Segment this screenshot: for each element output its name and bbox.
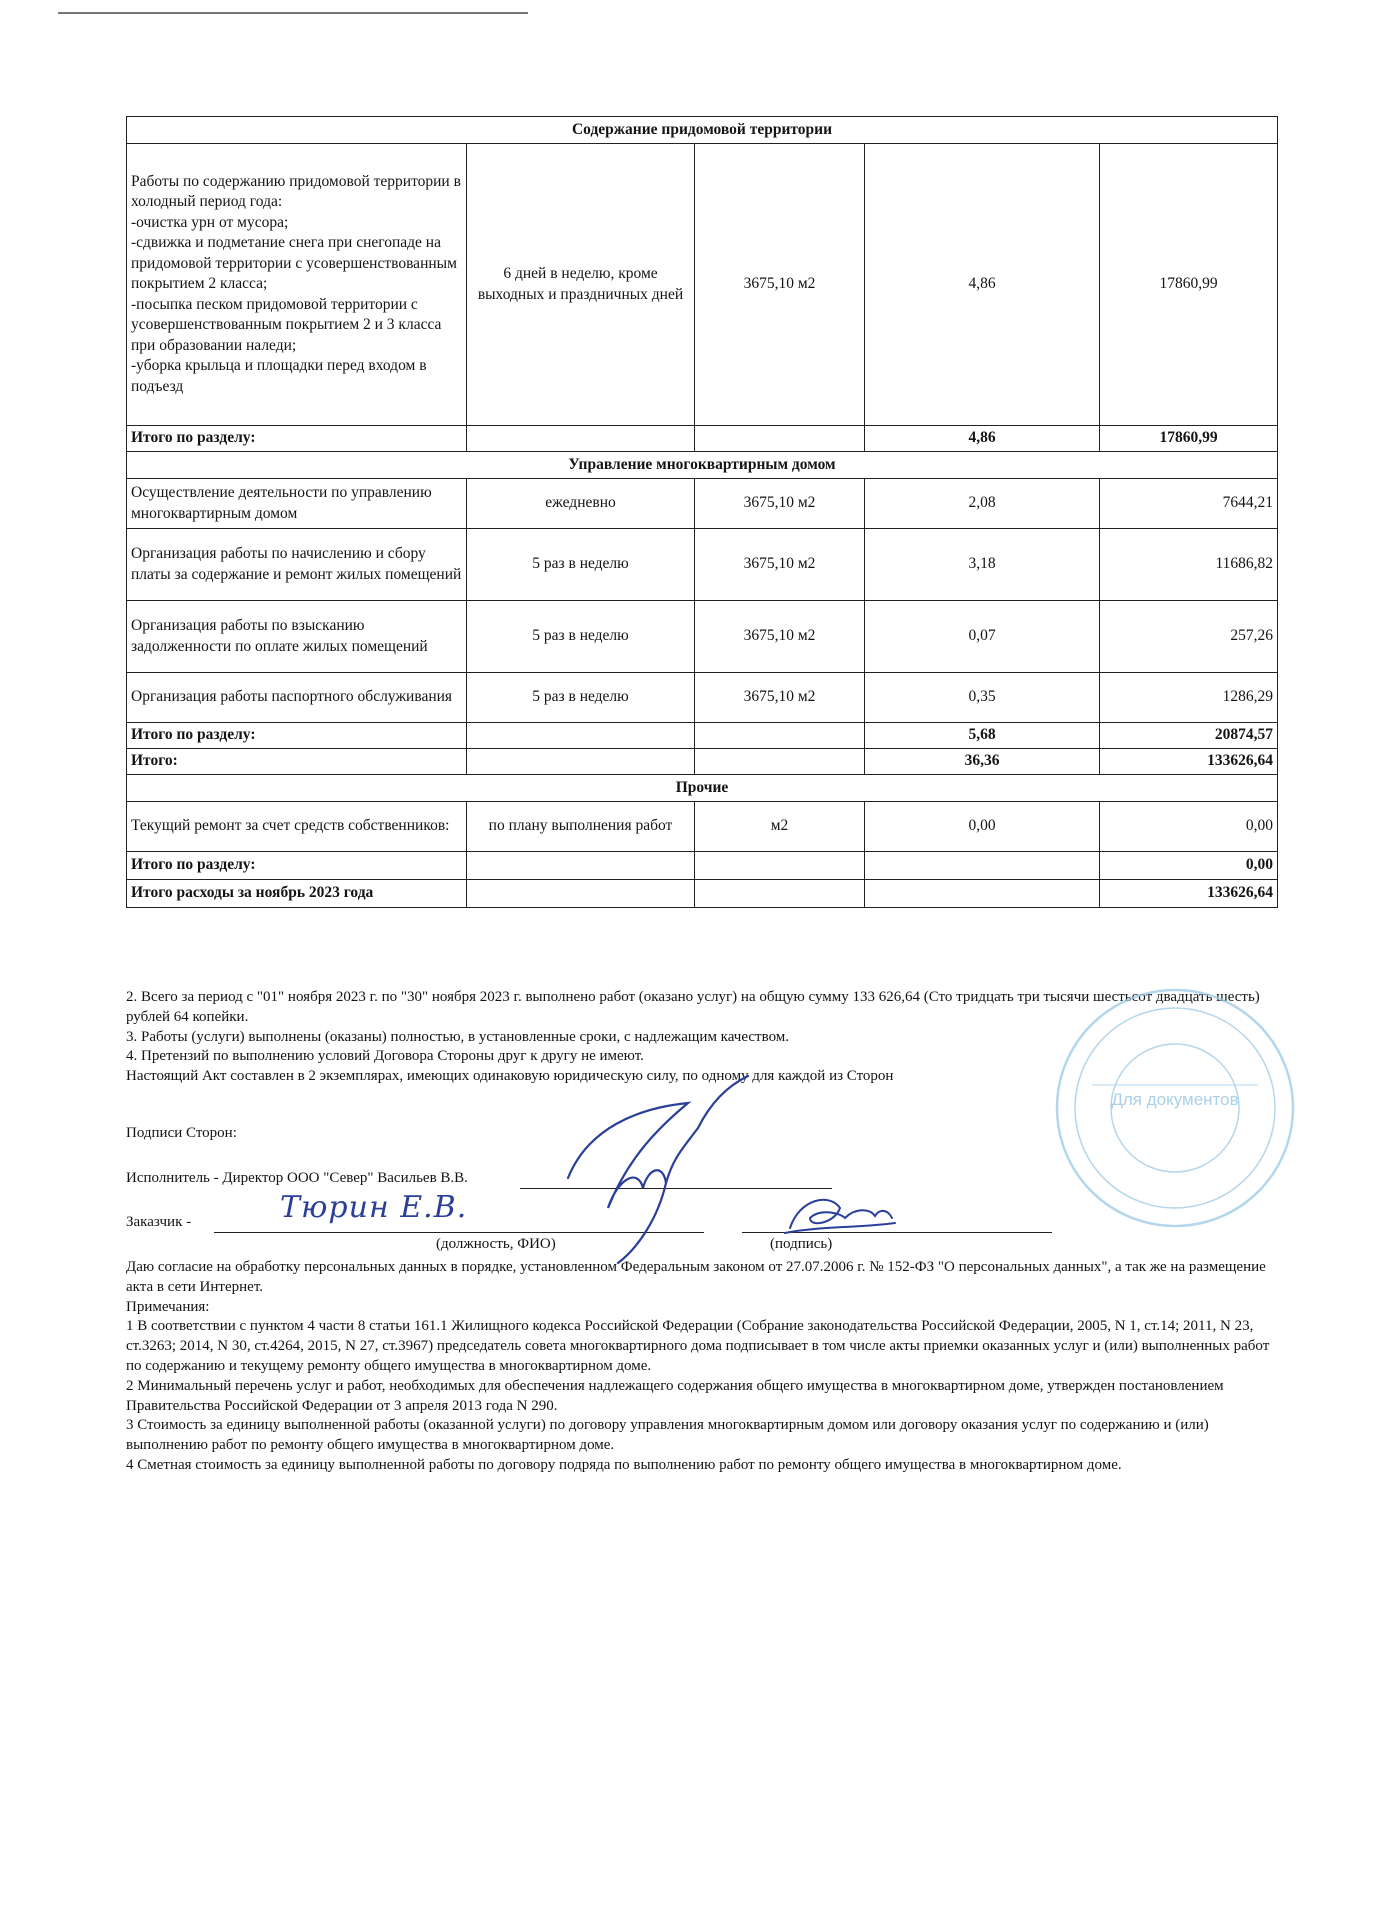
row-name: Организация работы по взысканию задолженности по оплате жилых помещений [127, 601, 467, 673]
row-frequency: 6 дней в неделю, кроме выходных и праздничных дней [467, 144, 695, 426]
total-sum: 20874,57 [1100, 723, 1278, 749]
empty-cell [695, 749, 865, 775]
empty-cell [695, 852, 865, 880]
table-row [127, 144, 1278, 426]
empty-cell [467, 749, 695, 775]
row-name: Организация работы по начислению и сбору платы за содержание и ремонт жилых помещений [127, 529, 467, 601]
row-name: Осуществление деятельности по управлению многоквартирным домом [127, 479, 467, 529]
row-sum: 11686,82 [1100, 529, 1278, 601]
row-area: 3675,10 м2 [695, 144, 865, 426]
grand-total-label: Итого: [127, 749, 467, 775]
consent-paragraph: Даю согласие на обработку персональных данных в порядке, установленном Федеральным законом от 27.07.2006 г. № 152-ФЗ "О персональных данных", а так же на размещение акта в сети Интернет. [126, 1259, 1266, 1295]
note-2: 2 Минимальный перечень услуг и работ, необходимых для обеспечения надлежащего содержания общего имущества в многоквартирном доме, утвержден постановлением Правительства Российской Федерации от 3 апреля 2013 года N 290. [126, 1377, 1224, 1414]
empty-cell [467, 723, 695, 749]
row-name: Организация работы паспортного обслуживания [127, 673, 467, 723]
final-total-row [127, 880, 1278, 908]
section-total-row [127, 723, 1278, 749]
row-sum: 17860,99 [1100, 144, 1278, 426]
row-rate: 3,18 [865, 529, 1100, 601]
customer-handwritten-name: Тюрин Е.В. [280, 1190, 468, 1225]
executor-label: Исполнитель - Директор ООО "Север" Васильев В.В. [126, 1170, 468, 1186]
grand-total-rate: 36,36 [865, 749, 1100, 775]
services-table [126, 116, 1278, 908]
table-row [127, 601, 1278, 673]
paragraph-2: 2. Всего за период с "01" ноября 2023 г. по "30" ноября 2023 г. выполнено работ (оказано услуг) на общую сумму 133 626,64 (Сто тридцать три тысячи шестьсот двадцать шесть) рублей 64 копейки. [126, 989, 1260, 1025]
row-frequency: ежедневно [467, 479, 695, 529]
table-row [127, 673, 1278, 723]
row-sum: 257,26 [1100, 601, 1278, 673]
row-name: Текущий ремонт за счет средств собственников: [127, 802, 467, 852]
row-rate: 0,00 [865, 802, 1100, 852]
row-area: 3675,10 м2 [695, 601, 865, 673]
paragraph-copies: Настоящий Акт составлен в 2 экземплярах, имеющих одинаковую юридическую силу, по одному для каждой из Сторон [126, 1068, 894, 1085]
row-sum: 1286,29 [1100, 673, 1278, 723]
note-3: 3 Стоимость за единицу выполненной работы (оказанной услуги) по договору управления многоквартирным домом или договору оказания услуг по содержанию и (или) выполнению работ по ремонту общего имущества в многоквартирном доме. [126, 1417, 1209, 1454]
row-area: 3675,10 м2 [695, 529, 865, 601]
final-total-sum: 133626,64 [1100, 880, 1278, 908]
note-1: 1 В соответствии с пунктом 4 части 8 статьи 161.1 Жилищного кодекса Российской Федерации (Собрание законодательства Российской Федерации, 2005, N 1, ст.14; 2011, N 23, ст.3263; 2014, N 30, ст.4264, 2015, N 27, ст.3967) председатель совета многоквартирного дома подписывает в том числе акты приемки оказанных услуг и (или) выполненных работ по содержанию и текущему ремонту общего имущества в многоквартирном доме. [126, 1318, 1270, 1374]
section-header [127, 775, 1278, 802]
paragraph-3: 3. Работы (услуги) выполнены (оказаны) полностью, в установленные сроки, с надлежащим качеством. [126, 1028, 790, 1045]
section-header [127, 117, 1278, 144]
row-rate: 2,08 [865, 479, 1100, 529]
row-frequency: по плану выполнения работ [467, 802, 695, 852]
company-stamp [1052, 985, 1298, 1231]
stamp-text: Для документов [1111, 1090, 1239, 1109]
row-sum: 0,00 [1100, 802, 1278, 852]
signatures-title: Подписи Сторон: [126, 1125, 237, 1141]
customer-signature [780, 1188, 900, 1238]
empty-cell [865, 880, 1100, 908]
section-title: Управление многоквартирным домом [127, 452, 1278, 479]
row-rate: 4,86 [865, 144, 1100, 426]
notes-title: Примечания: [126, 1298, 210, 1315]
paragraph-4: 4. Претензий по выполнению условий Договора Стороны друг к другу не имеют. [126, 1048, 644, 1065]
empty-cell [695, 723, 865, 749]
total-sum: 17860,99 [1100, 426, 1278, 452]
empty-cell [695, 426, 865, 452]
empty-cell [865, 852, 1100, 880]
empty-cell [467, 880, 695, 908]
section-title: Содержание придомовой территории [127, 117, 1278, 144]
total-rate: 4,86 [865, 426, 1100, 452]
total-label: Итого по разделу: [127, 426, 467, 452]
table-row [127, 479, 1278, 529]
customer-label: Заказчик - [126, 1214, 192, 1230]
consent-text [126, 1258, 1286, 1476]
final-total-label: Итого расходы за ноябрь 2023 года [127, 880, 467, 908]
row-rate: 0,07 [865, 601, 1100, 673]
row-sum: 7644,21 [1100, 479, 1278, 529]
table-row [127, 802, 1278, 852]
row-area: 3675,10 м2 [695, 479, 865, 529]
top-rule [58, 12, 528, 14]
empty-cell [695, 880, 865, 908]
table-row [127, 529, 1278, 601]
row-frequency: 5 раз в неделю [467, 601, 695, 673]
empty-cell [467, 852, 695, 880]
note-4: 4 Сметная стоимость за единицу выполненной работы по договору подряда по выполнению работ по ремонту общего имущества в многоквартирном доме. [126, 1456, 1122, 1473]
row-frequency: 5 раз в неделю [467, 673, 695, 723]
row-rate: 0,35 [865, 673, 1100, 723]
section-total-row [127, 852, 1278, 880]
row-name: Работы по содержанию придомовой территории в холодный период года: -очистка урн от мусора; -сдвижка и подметание снега при снегопаде на придомовой территории с усовершенствованным покрытием 2 класса; -посыпка песком придомовой территории с усовершенствованным покрытием 2 и 3 класса при образовании наледи; -уборка крыльца и площадки перед входом в подъезд [127, 144, 467, 426]
section-total-row [127, 426, 1278, 452]
signature-caption: (подпись) [770, 1236, 833, 1252]
executor-signature [548, 1068, 768, 1268]
total-sum: 0,00 [1100, 852, 1278, 880]
total-label: Итого по разделу: [127, 852, 467, 880]
total-label: Итого по разделу: [127, 723, 467, 749]
position-caption: (должность, ФИО) [436, 1236, 556, 1252]
row-frequency: 5 раз в неделю [467, 529, 695, 601]
section-header [127, 452, 1278, 479]
empty-cell [467, 426, 695, 452]
row-area: м2 [695, 802, 865, 852]
section-title: Прочие [127, 775, 1278, 802]
row-area: 3675,10 м2 [695, 673, 865, 723]
grand-total-row [127, 749, 1278, 775]
total-rate: 5,68 [865, 723, 1100, 749]
grand-total-sum: 133626,64 [1100, 749, 1278, 775]
